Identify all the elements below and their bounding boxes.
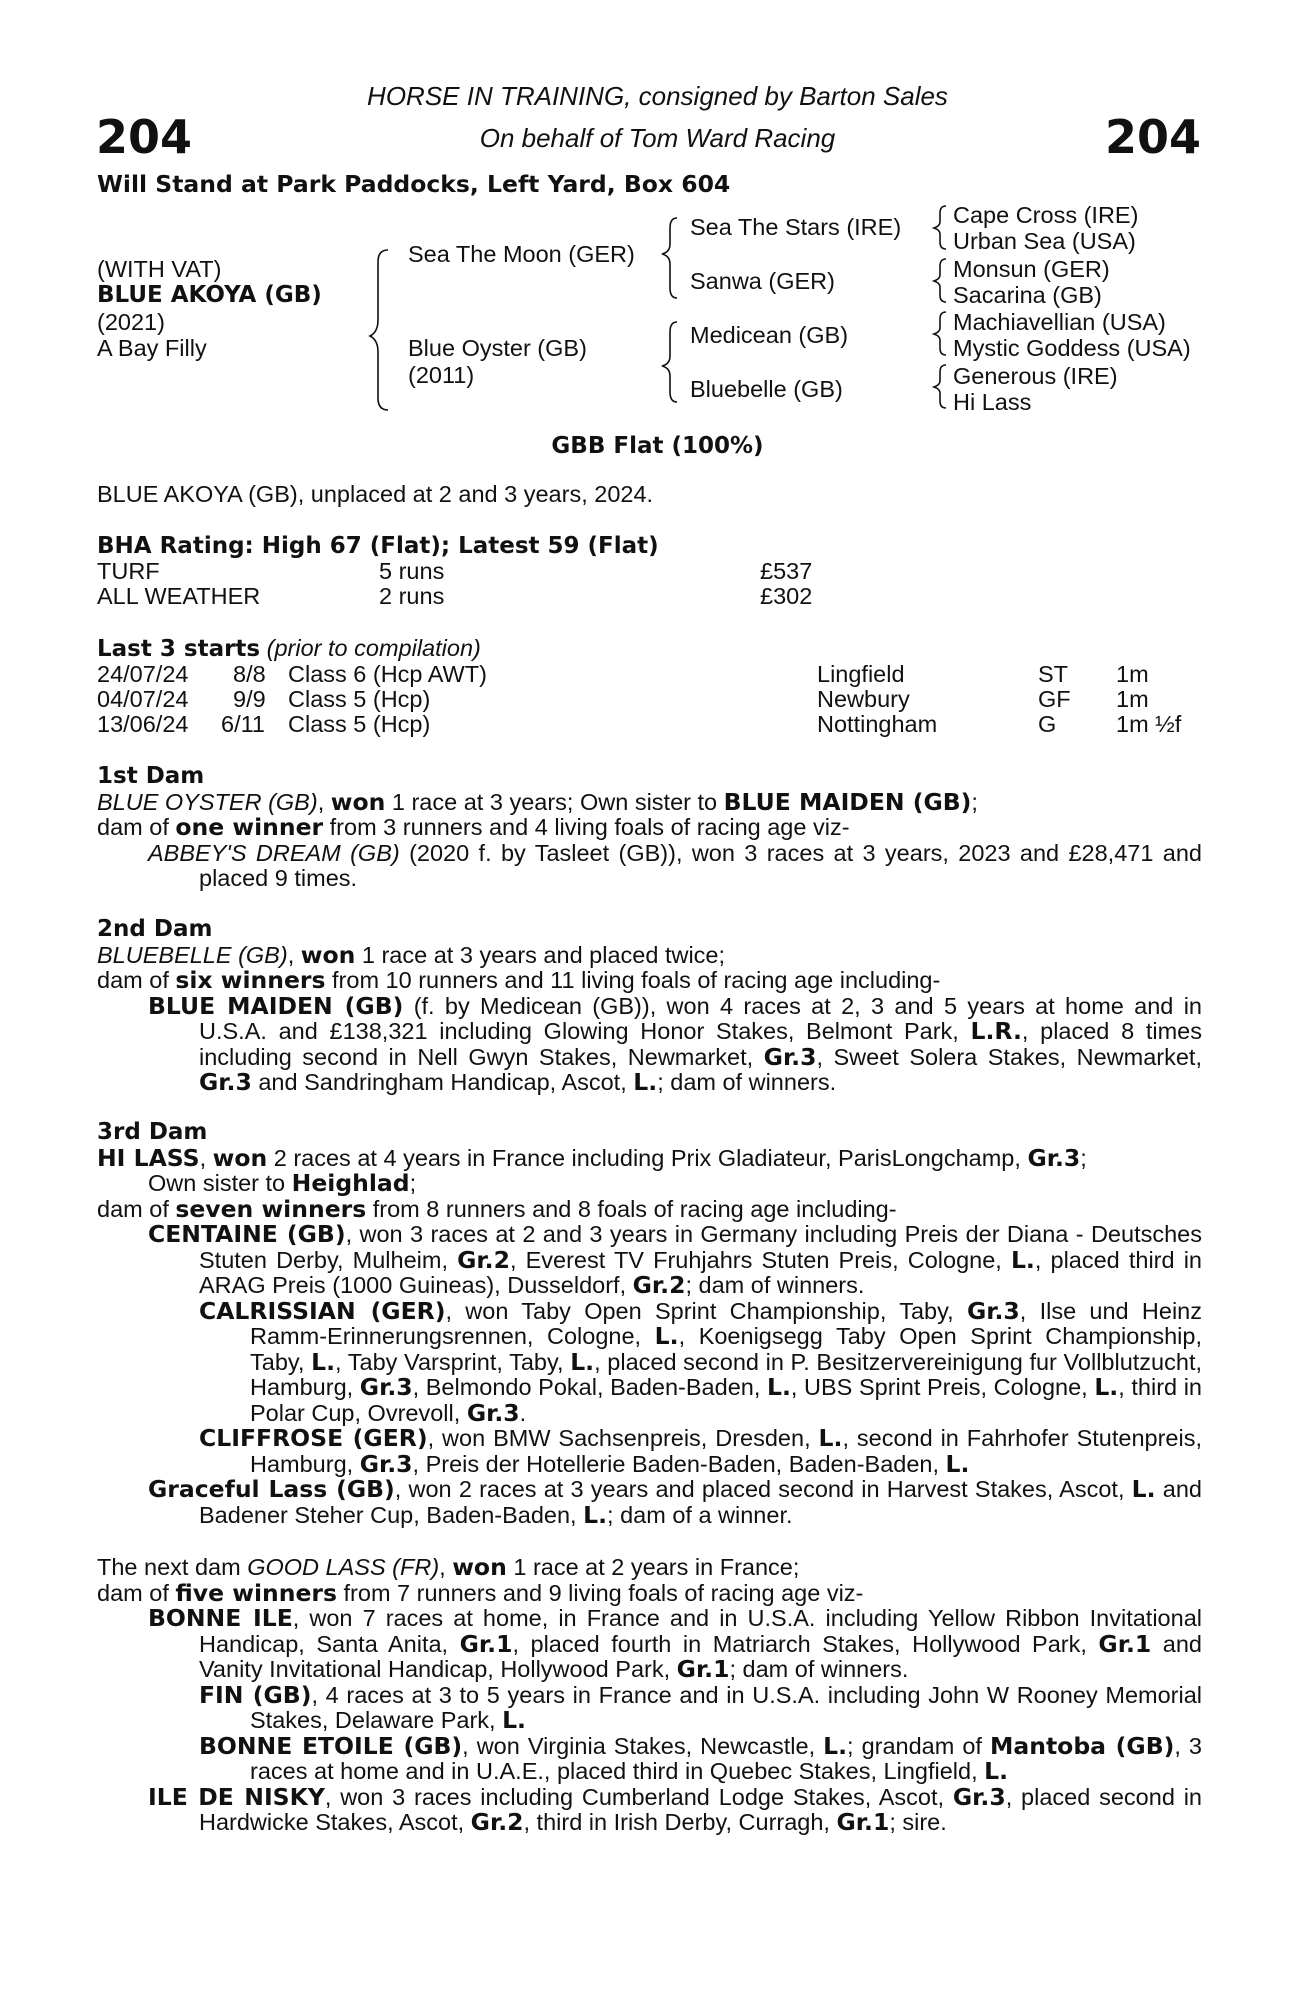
text: , won 3 races at 2 and 3 years in Germany including Preis der Diana - Deutsches Stuten Derby, Mulheim, [199,1221,1202,1273]
progeny-name: BLUE MAIDEN (GB) [148,991,404,1020]
text: dam of [97,967,176,993]
start-3-going: G [1038,711,1057,737]
text: , second in Fahrhofer Stutenpreis, Hamburg, [250,1425,1202,1477]
start-2-pos: 9/9 [233,686,266,712]
text: from 3 runners and 4 living foals of racing age viz- [323,814,850,840]
grade: Gr.3 [952,1782,1006,1811]
gg-8: Hi Lass [953,389,1032,415]
second-dam-name: BLUEBELLE (GB) [97,941,288,968]
grade: Gr.3 [359,1373,413,1401]
grand-progeny-name: Mantoba (GB) [989,1731,1175,1760]
text: , third in Polar Cup, Ovrevoll, [250,1374,1202,1426]
start-1-dist: 1m [1116,661,1149,687]
progeny-bonne-etoile [199,1731,1202,1785]
rating-prize-aw: £302 [760,583,813,609]
text: , Koenigsegg Taby Open Sprint Championship, Taby, [250,1323,1202,1375]
grade: L. [502,1706,526,1734]
start-2-class: Class 5 (Hcp) [288,686,431,712]
text: , Taby Varsprint, Taby, [335,1348,571,1375]
dam-dam: Bluebelle (GB) [690,376,843,402]
won-label: won [300,940,356,969]
text: , [439,1554,453,1580]
progeny-name: FIN (GB) [199,1680,312,1709]
grade: L. [1094,1373,1119,1401]
text: The next dam [97,1554,248,1580]
start-2-date: 04/07/24 [97,686,189,712]
dam-sire: Medicean (GB) [690,322,849,348]
dam: Blue Oyster (GB) [408,335,587,361]
text: , 4 races at 3 to 5 years in France and in U.S.A. including John W Rooney Memorial Stakes, Delaware Park, [250,1681,1202,1733]
gg-6: Mystic Goddess (USA) [953,335,1191,361]
start-1-course: Lingfield [817,661,905,687]
text: ; dam of a winner. [607,1501,793,1528]
text: , won 2 races at 3 years and placed second in Harvest Stakes, Ascot, [394,1476,1132,1502]
grade: Gr.3 [763,1042,817,1071]
progeny-name: ILE DE NISKY [148,1782,325,1811]
progeny-name: CLIFFROSE (GER) [199,1424,428,1452]
next-dam-name: GOOD LASS (FR) [247,1554,440,1580]
third-dam-name: HI LASS [97,1143,200,1172]
progeny-abbeys-dream [148,841,1202,892]
progeny-centaine [148,1222,1202,1299]
consignment-line: HORSE IN TRAINING, consigned by Barton Sales [367,81,948,111]
rating-runs-aw: 2 runs [379,583,445,609]
text: ; sire. [889,1809,947,1835]
start-3-date: 13/06/24 [97,711,189,737]
winners-count: five winners [175,1578,337,1607]
progeny-calrissian [199,1296,1202,1427]
grade: Gr.3 [359,1449,413,1478]
won-label: won [330,787,386,816]
text: (2020 f. by Tasleet (GB)), won 3 races at 3 years, 2023 and £28,471 and placed 9 times. [199,839,1202,891]
progeny-name: Graceful Lass (GB) [148,1475,395,1503]
progeny-graceful-lass [148,1477,1202,1528]
won-label: won [452,1553,507,1581]
next-dam-line1 [97,1555,1202,1581]
text: , 3 races at home and in U.A.E., placed third in Quebec Stakes, Lingfield, [250,1732,1202,1784]
first-dam-line1 [97,787,1202,816]
grade: Gr.2 [457,1245,510,1274]
text: . [519,1399,527,1426]
text: , [317,788,331,815]
sibling-name: Heighlad [291,1169,410,1197]
winners-count: seven winners [175,1194,367,1223]
gg-5: Machiavellian (USA) [953,309,1166,335]
progeny-blue-maiden [148,991,1202,1096]
grade: L. [823,1731,848,1760]
winners-count: six winners [175,966,326,994]
text: , Ilse und Heinz Ramm-Erinnerungsrennen, Cologne, [250,1297,1202,1349]
text: , placed fourth in Matriarch Stakes, Hollywood Park, [512,1630,1099,1657]
horse-description: A Bay Filly [97,335,207,361]
text: ; [409,1170,417,1196]
text: , placed second in Hardwicke Stakes, Ascot, [199,1783,1203,1835]
lot-number-left: 204 [96,110,193,164]
grade: L. [583,1500,608,1529]
gg-3: Monsun (GER) [953,256,1110,282]
text: dam of [97,1579,176,1606]
start-3-dist: 1m ½f [1116,711,1182,737]
vat-label: (WITH VAT) [97,256,222,282]
start-3-class: Class 5 (Hcp) [288,711,431,737]
last-starts-note: (prior to compilation) [266,635,481,661]
grade: L. [1131,1475,1156,1503]
grade: L. [311,1347,335,1376]
next-dam-section [97,1555,1202,1836]
progeny-ile-de-nisky [148,1782,1203,1836]
first-dam-section [97,764,1202,892]
text: dam of [97,814,176,840]
grade: Gr.1 [459,1629,513,1658]
text: , won BMW Sachsenpreis, Dresden, [427,1425,819,1451]
progeny-name: BONNE ETOILE (GB) [199,1731,463,1760]
race-summary: BLUE AKOYA (GB), unplaced at 2 and 3 years, 2024. [97,481,654,507]
sire: Sea The Moon (GER) [408,241,635,267]
next-dam-line2 [97,1578,1202,1607]
start-1-date: 24/07/24 [97,661,189,687]
winners-count: one winner [175,813,324,841]
stand-location: Will Stand at Park Paddocks, Left Yard, Box 604 [97,170,731,198]
text: , won Taby Open Sprint Championship, Taby, [445,1297,967,1324]
text: , won 7 races at home, in France and in U.S.A. including Yellow Ribbon Invitational Handicap, Santa Anita, [199,1605,1202,1657]
text: 1 race at 3 years; Own sister to [385,788,724,815]
grade: Gr.3 [466,1398,520,1427]
third-dam-line2 [97,1194,1202,1223]
text: , [199,1144,213,1171]
lot-number-right: 204 [1104,110,1201,164]
text: , won 3 races including Cumberland Lodge Stakes, Ascot, [324,1783,953,1810]
gg-1: Cape Cross (IRE) [953,202,1139,228]
progeny-name: CALRISSIAN (GER) [199,1296,446,1325]
grade: L. [945,1449,970,1478]
grade: L. [766,1373,791,1401]
text: and Badener Steher Cup, Baden-Baden, [199,1476,1202,1528]
text: , won Virginia Stakes, Newcastle, [462,1732,824,1759]
grade: L. [1010,1245,1035,1274]
text: ; dam of winners. [657,1069,837,1095]
third-dam-section [97,1120,1202,1528]
grade: Gr.2 [632,1271,686,1299]
dam-year: (2011) [408,362,475,388]
grade: L. [570,1347,595,1376]
text: , placed second in P. Besitzervereinigung fur Vollblutzucht, Hamburg, [250,1348,1202,1400]
text: , placed 8 times including second in Nell Gwyn Stakes, Newmarket, [199,1018,1202,1070]
rating-prize-turf: £537 [760,558,813,584]
sire-dam: Sanwa (GER) [690,268,835,294]
text: and Sandringham Handicap, Ascot, [251,1069,634,1095]
text: and Vanity Invitational Handicap, Hollywood Park, [199,1630,1202,1682]
start-3-course: Nottingham [817,711,938,737]
sister-name: BLUE MAIDEN (GB) [723,787,972,816]
start-2-dist: 1m [1116,686,1149,712]
text: from 8 runners and 8 foals of racing age including- [366,1195,897,1222]
progeny-fin [199,1680,1202,1734]
text: ; dam of winners. [729,1656,909,1682]
rating-surface-turf: TURF [97,558,160,584]
progeny-name: CENTAINE (GB) [148,1220,346,1248]
grade: L.R. [970,1017,1022,1045]
grade: Gr.3 [1027,1143,1081,1172]
bha-rating: BHA Rating: High 67 (Flat); Latest 59 (Flat) [97,533,659,559]
start-2-course: Newbury [817,686,910,712]
sire-sire: Sea The Stars (IRE) [690,214,902,240]
text: , Everest TV Fruhjahrs Stuten Preis, Cologne, [509,1246,1011,1273]
grade: L. [984,1757,1009,1785]
grade: L. [633,1068,658,1096]
rating-surface-aw: ALL WEATHER [97,583,261,609]
progeny-name: ABBEY'S DREAM (GB) [148,839,400,866]
grade: L. [818,1424,843,1452]
third-dam-title: 3rd Dam [97,1119,208,1145]
first-dam-title: 1st Dam [97,763,205,789]
second-dam-section [97,917,1202,1096]
grade: Gr.3 [199,1068,252,1096]
last-starts-heading [97,636,481,663]
text: ; [971,788,978,815]
text: , Belmondo Pokal, Baden-Baden, [412,1374,767,1400]
grade: Gr.1 [1098,1629,1152,1658]
progeny-bonne-ile [148,1606,1202,1683]
gbb-label: GBB Flat (100%) [551,433,764,459]
won-label: won [212,1143,268,1172]
second-dam-line1 [97,940,1202,969]
rating-runs-turf: 5 runs [379,558,445,584]
first-dam-name: BLUE OYSTER (GB) [97,788,318,815]
start-1-going: ST [1038,661,1069,687]
start-1-class: Class 6 (Hcp AWT) [288,661,487,687]
horse-year: (2021) [97,309,165,335]
last-starts-title: Last 3 starts [97,636,261,662]
grade: Gr.3 [966,1296,1020,1325]
third-dam-line1 [97,1143,1202,1172]
text: dam of [97,1195,176,1222]
start-1-pos: 8/8 [233,661,266,687]
text: from 10 runners and 11 living foals of racing age including- [325,967,941,993]
text: , [287,941,301,968]
second-dam-line2 [97,968,1202,994]
text: (f. by Medicean (GB)), won 4 races at 2, 3 and 5 years at home and in U.S.A. and £138,321 including Glowing Honor Stakes, Belmont Park, [199,992,1202,1044]
start-3-pos: 6/11 [221,711,265,737]
horse-name: BLUE AKOYA (GB) [97,282,322,308]
third-dam-sister-line [148,1171,1202,1197]
progeny-cliffrose [199,1426,1202,1477]
grade: Gr.1 [836,1808,890,1836]
text: from 7 runners and 9 living foals of racing age viz- [336,1579,864,1606]
grade: Gr.1 [676,1655,730,1683]
text: , Sweet Solera Stakes, Newmarket, [816,1043,1202,1070]
progeny-name: BONNE ILE [148,1604,293,1632]
text: 1 race at 3 years and placed twice; [355,941,726,968]
first-dam-line2 [97,815,1202,841]
text: , UBS Sprint Preis, Cologne, [790,1374,1095,1400]
behalf-line: On behalf of Tom Ward Racing [479,123,836,153]
text: , third in Irish Derby, Curragh, [523,1809,837,1835]
second-dam-title: 2nd Dam [97,916,213,942]
text: Own sister to [148,1170,292,1196]
text: ; [1080,1144,1087,1171]
text: , Preis der Hotellerie Baden-Baden, Baden-Baden, [412,1450,946,1477]
text: 1 race at 2 years in France; [506,1554,800,1580]
gg-2: Urban Sea (USA) [953,228,1136,254]
grade: L. [654,1322,679,1350]
text: 2 races at 4 years in France including Prix Gladiateur, ParisLongchamp, [267,1144,1028,1171]
text: ; grandam of [847,1732,990,1759]
text: ; dam of winners. [685,1272,865,1298]
text: , placed third in ARAG Preis (1000 Guineas), Dusseldorf, [199,1246,1202,1298]
gg-7: Generous (IRE) [953,363,1118,389]
gg-4: Sacarina (GB) [953,282,1102,308]
grade: Gr.2 [470,1808,524,1836]
start-2-going: GF [1038,686,1071,712]
